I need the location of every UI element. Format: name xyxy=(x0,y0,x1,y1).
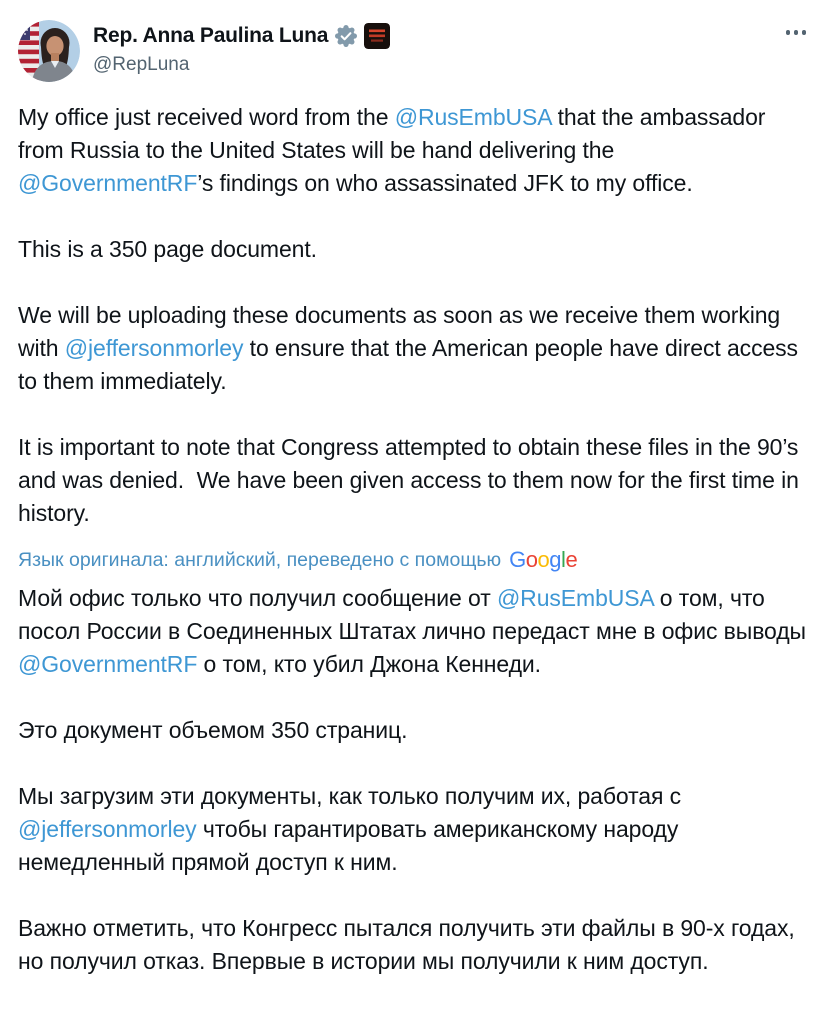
text-run: that the ambassador from Russia to the United States will be hand delivering the xyxy=(18,104,772,163)
mention-link[interactable]: @GovernmentRF xyxy=(18,651,198,677)
text-run: My office just received word from the xyxy=(18,104,395,130)
text-run: Мы загрузим эти документы, как только получим их, работая с xyxy=(18,783,688,809)
tweet-paragraph xyxy=(18,582,813,681)
text-run: It is important to note that Congress attempted to obtain these files in the 90’s and was denied. We have been given access to them now for the first time in history. xyxy=(18,434,806,526)
tweet-paragraph xyxy=(18,233,810,266)
google-logo-letter: e xyxy=(565,547,578,572)
text-run: to ensure that the American people have direct access to them immediately. xyxy=(18,335,805,394)
tweet-paragraph xyxy=(18,299,810,398)
name-block xyxy=(93,20,782,76)
mention-link[interactable]: @jeffersonmorley xyxy=(18,816,197,842)
tweet-paragraph xyxy=(18,431,810,530)
tweet-paragraph xyxy=(18,780,810,879)
google-logo-letter: l xyxy=(561,547,566,572)
text-run: This is a 350 page document. xyxy=(18,236,317,262)
mention-link[interactable]: @RusEmbUSA xyxy=(496,585,654,611)
text-run: We will be uploading these documents as soon as we receive them working with xyxy=(18,302,787,361)
name-row xyxy=(93,23,782,49)
google-logo-letter: o xyxy=(537,547,550,572)
text-run: о том, кто убил Джона Кеннеди. xyxy=(197,651,541,677)
avatar-image xyxy=(18,20,80,82)
mention-link[interactable]: @RusEmbUSA xyxy=(394,104,552,130)
tweet-text-english xyxy=(18,101,810,530)
text-run: чтобы гарантировать американскому народу немедленный прямой доступ к ним. xyxy=(18,816,685,875)
translation-attribution-text: Язык оригинала: английский, переведено с помощью xyxy=(18,549,502,571)
google-logo xyxy=(509,548,577,572)
google-logo-letter: o xyxy=(525,547,538,572)
text-run: ’s findings on who assassinated JFK to my office. xyxy=(197,170,693,196)
text-run: Важно отметить, что Конгресс пытался получить эти файлы в 90-х годах, но получил отказ. Впервые в истории мы получили к ним доступ. xyxy=(18,915,801,974)
avatar[interactable] xyxy=(18,20,80,82)
more-options-icon[interactable] xyxy=(782,20,811,45)
text-run: Это документ объемом 350 страниц. xyxy=(18,717,408,743)
verified-checkmark-icon[interactable] xyxy=(335,25,357,47)
text-run: Мой офис только что получил сообщение от xyxy=(18,585,497,611)
tweet-paragraph xyxy=(18,912,810,978)
user-handle: @RepLuna xyxy=(93,54,190,75)
affiliate-badge-icon[interactable] xyxy=(364,23,390,49)
tweet-paragraph xyxy=(18,101,810,200)
text-run: о том, что посол России в Соединенных Штатах лично передаст мне в офис выводы xyxy=(18,585,813,644)
translation-attribution xyxy=(18,547,810,573)
tweet-header xyxy=(18,20,810,82)
google-logo-letter: G xyxy=(509,547,526,572)
display-name[interactable]: Rep. Anna Paulina Luna xyxy=(93,24,329,47)
tweet-body xyxy=(18,101,813,978)
tweet-paragraph xyxy=(18,714,810,747)
tweet-text-russian-translation xyxy=(18,582,813,978)
mention-link[interactable]: @GovernmentRF xyxy=(18,170,198,196)
google-logo-letter: g xyxy=(549,547,562,572)
mention-link[interactable]: @jeffersonmorley xyxy=(64,335,244,361)
